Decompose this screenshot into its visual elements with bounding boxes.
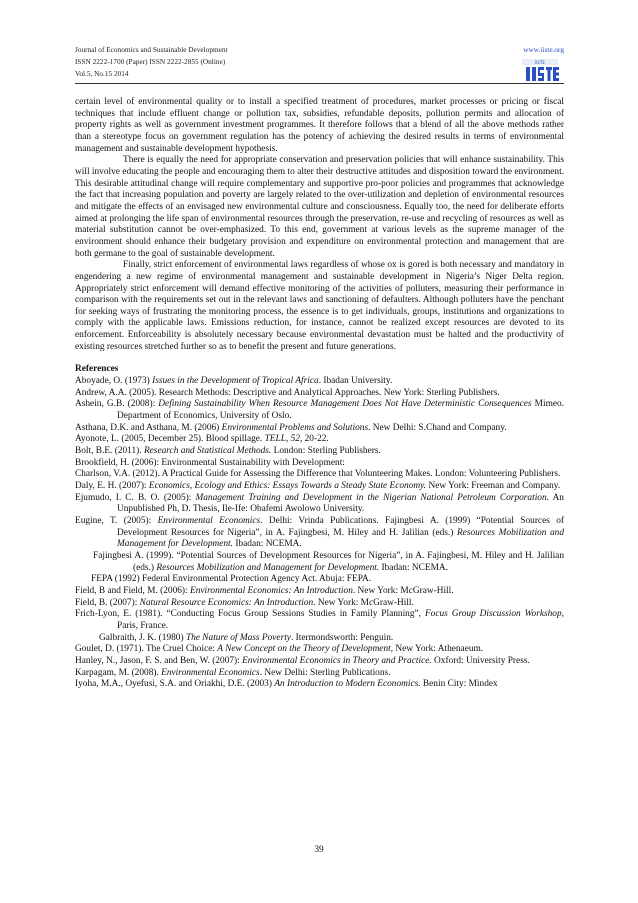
reference-item: Field, B. (2007): Natural Resource Economics: An Introduction. New York: McGraw-Hill. [75, 597, 414, 608]
reference-item: Ashein, G.B. (2008): Defining Sustainability When Resource Management Does Not Have Deterministic Consequences Mimeo. Department of Economics, University of Oslo. [75, 399, 564, 422]
reference-item: Asthana, D.K. and Asthana, M. (2006) Environmental Problems and Solutions. New Delhi: S.Chand and Company. [75, 422, 507, 433]
reference-item: Fajingbesi A. (1999). “Potential Sources of Development Resources for Nigeria”, in A. Fajingbesi, M. Hiley and H. Jalilian (eds.) Resources Mobilization and Management for Development. Ibadan: NCEMA. [93, 550, 564, 573]
iiste-logo [520, 57, 560, 85]
journal-title: Journal of Economics and Sustainable Development [75, 45, 228, 54]
journal-issn: ISSN 2222-1700 (Paper) ISSN 2222-2855 (Online) [75, 57, 226, 66]
page-number: 39 [314, 845, 324, 855]
reference-item: Goulet, D. (1971). The Cruel Choice: A New Concept on the Theory of Development, New York: Athenaeum. [75, 644, 484, 655]
reference-item: Aboyade, O. (1973) Issues in the Development of Tropical Africa. Ibadan University. [75, 376, 393, 387]
reference-item: FEPA (1992) Federal Environmental Protection Agency Act. Abuja: FEPA. [91, 574, 372, 585]
journal-url-link[interactable]: www.iiste.org [523, 45, 564, 54]
article-body [75, 97, 564, 691]
reference-item: Frich-Lyon, E. (1981). “Conducting Focus Group Sessions Studies in Family Planning”, Focus Group Discussion Workshop, Paris, France. [75, 609, 564, 631]
reference-item: Field, B and Field, M. (2006): Environmental Economics: An Introduction. New York: McGraw-Hill. [75, 585, 454, 596]
reference-item: Iyoha, M.A., Oyefusi, S.A. and Oriakhi, D.E. (2003) An Introduction to Modern Economics. Benin City: Mindex [75, 679, 498, 690]
reference-item: Charlson, V.A. (2012). A Practical Guide for Assessing the Difference that Volunteering Makes. London: Volunteering Publishers. [75, 469, 561, 480]
references-list [75, 376, 564, 691]
reference-item: Galbraith, J. K. (1980) The Nature of Mass Poverty. Itermondsworth: Penguin. [99, 632, 394, 643]
reference-item: Eugine, T. (2005): Environmental Economics. Delhi: Vrinda Publications. Fajingbesi A. (1999) “Potential Sources of Development Resources for Nigeria”, in A. Fajingbesi, M. Hiley and H. Jalilian (eds.) Resources Mobilization and Management for Development. Ibadan: NCEMA. [75, 515, 565, 550]
references-heading: References [75, 364, 119, 375]
header-rule [75, 83, 564, 84]
journal-volume: Vol.5, No.15 2014 [75, 69, 129, 78]
reference-item: Hanley, N., Jason, F. S. and Ben, W. (2007): Environmental Economics in Theory and Practice. Oxford: University Press. [75, 655, 530, 666]
logo-text: IISTE [535, 60, 545, 65]
paragraph-2: There is equally the need for appropriate conservation and preservation policies that will enhance sustainability. This will involve educating the people and encouraging them to alter their destructive attitudes and disposition toward the environment. This desirable attitudinal change will require complementary and supportive pro-poor policies and programmes that acknowledge the fact that increasing population and poverty are largely related to the over-utilization and depletion of environmental resources and mitigate the effects of an envisaged new environmental culture and consciousness. Equally too, the need for deliberate efforts aimed at prolonging the life span of environmental resources through the preservation, re-use and recycling of resources as well as material substitution cannot be over-emphasized. To this end, government at various levels as the supreme manager of the environment should enhance their budgetary provision and expenditure on environmental protection and management that are both germane to the goal of sustainable development. [75, 155, 564, 259]
reference-item: Ayonote, L. (2005, December 25). Blood spillage. TELL, 52, 20-22. [75, 434, 329, 445]
reference-item: Brookfield, H. (2006): Environmental Sustainability with Development: [75, 457, 345, 468]
reference-item: Bolt, B.E. (2011). Research and Statistical Methods. London: Sterling Publishers. [75, 446, 381, 457]
reference-item: Daly, E. H. (2007): Economics, Ecology and Ethics: Essays Towards a Steady State Economy. New York: Freeman and Company. [75, 481, 561, 491]
paragraph-3: Finally, strict enforcement of environmental laws regardless of whose ox is gored is both necessary and mandatory in engendering a new regime of environmental management and sustainable development in Nigeria’s Niger Delta region. Appropriately strict enforcement will demand effective monitoring of the activities of polluters, measuring their performance in comparison with the requirements set out in the relevant laws and sanctioning of defaulters. Although polluters have the penchant for seeking ways of frustrating the monitoring process, the essence is to get individuals, groups, institutions and organizations to comply with the applicable laws. Emissions reduction, for instance, cannot be realized except resources are devoted to its enforcement. Enforceability is absolutely necessary because environmental devastation must be halted and the productivity of existing resources stretched further so as to benefit the present and future generations. [75, 260, 564, 352]
reference-item: Ejumudo, I. C. B. O. (2005): Management Training and Development in the Nigerian National Petroleum Corporation. An Unpublished Ph, D. Thesis, Ile-Ife: Obafemi Awolowo University. [75, 492, 564, 515]
reference-item: Andrew, A.A. (2005). Research Methods: Descriptive and Analytical Approaches. New York: Sterling Publishers. [75, 387, 500, 398]
paragraph-1: certain level of environmental quality or to install a specified treatment of procedures, market processes or pricing or fiscal techniques that include effluent change or pollution tax, subsidies, refundable deposits, pollution permits and allocation of property rights as well as government investment programmes. It therefore follows that a blend of all the above methods rather than a stereotype focus on government regulation has the potency of achieving the desired results in terms of environmental management and sustainable development hypothesis. [75, 97, 564, 154]
reference-item: Karpagam, M. (2008). Environmental Economics. New Delhi: Sterling Publications. [75, 667, 391, 678]
